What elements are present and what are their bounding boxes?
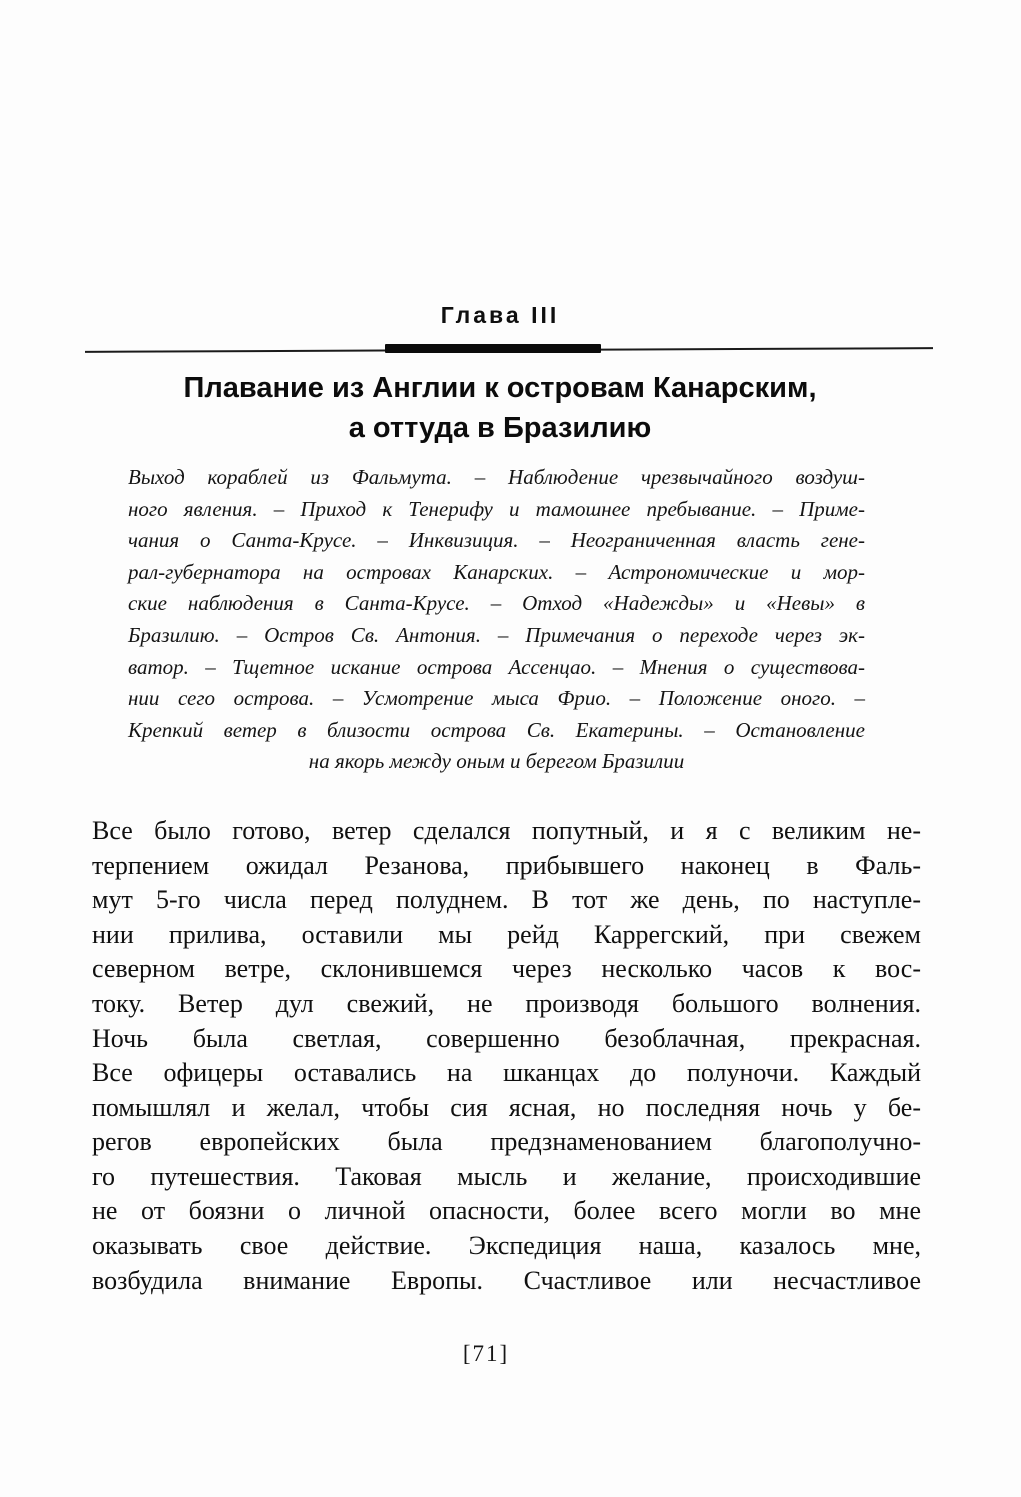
chapter-title-block bbox=[0, 368, 1000, 448]
summary-line: рал-губернатора на островах Канарских. – Астрономические и мор- bbox=[128, 559, 865, 584]
summary-line: Бразилию. – Остров Св. Антония. – Примечания о переходе через эк- bbox=[128, 622, 865, 647]
chapter-title-line-1: Плавание из Англии к островам Канарским, bbox=[183, 372, 817, 404]
summary-line: чания о Санта-Крусе. – Инквизиция. – Неограниченная власть гене- bbox=[128, 528, 865, 553]
body-text-line: оказывать свое действие. Экспедиция наша, казалось мне, bbox=[92, 1231, 921, 1261]
body-text-line: терпением ожидал Резанова, прибывшего наконец в Фаль- bbox=[92, 850, 921, 880]
body-text-line: помышлял и желал, чтобы сия ясная, но последняя ночь у бе- bbox=[92, 1092, 921, 1122]
body-text-line: не от боязни о личной опасности, более всего могли во мне bbox=[92, 1196, 921, 1226]
body-text-line: возбудила внимание Европы. Счастливое или несчастливое bbox=[92, 1265, 921, 1295]
folio-block bbox=[0, 1339, 1000, 1369]
summary-line: на якорь между оным и берегом Бразилии bbox=[308, 749, 685, 774]
summary-line: ного явления. – Приход к Тенерифу и тамошнее пребывание. – Приме- bbox=[128, 496, 865, 521]
summary-line: Крепкий ветер в близости острова Св. Екатерины. – Остановление bbox=[128, 717, 865, 742]
body-text-line: Все было готово, ветер сделался попутный, и я с великим не- bbox=[92, 815, 921, 845]
body-text-line: регов европейских была предзнаменованием благополучно- bbox=[92, 1127, 921, 1157]
page-number: [71] bbox=[462, 1341, 510, 1367]
summary-line: Выход кораблей из Фальмута. – Наблюдение чрезвычайного воздуш- bbox=[128, 465, 865, 489]
body-text-line: северном ветре, склонившемся через несколько часов к вос- bbox=[92, 954, 921, 984]
body-paragraph bbox=[92, 814, 921, 1298]
chapter-divider bbox=[85, 344, 933, 356]
body-text-line: го путешествия. Таковая мысль и желание, происходившие bbox=[92, 1161, 921, 1191]
summary-line: нии сего острова. – Усмотрение мыса Фрио. – Положение оного. – bbox=[128, 686, 865, 711]
body-text-line: Все офицеры оставались на шканцах до полуночи. Каждый bbox=[92, 1058, 921, 1088]
body-text-line: току. Ветер дул свежий, не производя большого волнения. bbox=[92, 988, 921, 1018]
body-text-line: Ночь была светлая, совершенно безоблачная, прекрасная. bbox=[92, 1023, 921, 1053]
chapter-title-line-2: а оттуда в Бразилию bbox=[348, 412, 652, 444]
divider-thick-bar bbox=[385, 344, 601, 353]
body-text-line: нии прилива, оставили мы рейд Каррегский, при свежем bbox=[92, 919, 921, 949]
chapter-title bbox=[0, 368, 1000, 448]
body-text-line: мут 5-го числа перед полуднем. В тот же день, по наступле- bbox=[92, 885, 921, 915]
chapter-heading: Глава III bbox=[440, 302, 560, 328]
chapter-summary bbox=[128, 462, 865, 778]
summary-line: ватор. – Тщетное искание острова Ассенцао. – Мнения о существова- bbox=[128, 654, 865, 679]
summary-line: ские наблюдения в Санта-Крусе. – Отход «Надежды» и «Невы» в bbox=[128, 591, 865, 616]
chapter-header-block bbox=[0, 301, 1000, 329]
